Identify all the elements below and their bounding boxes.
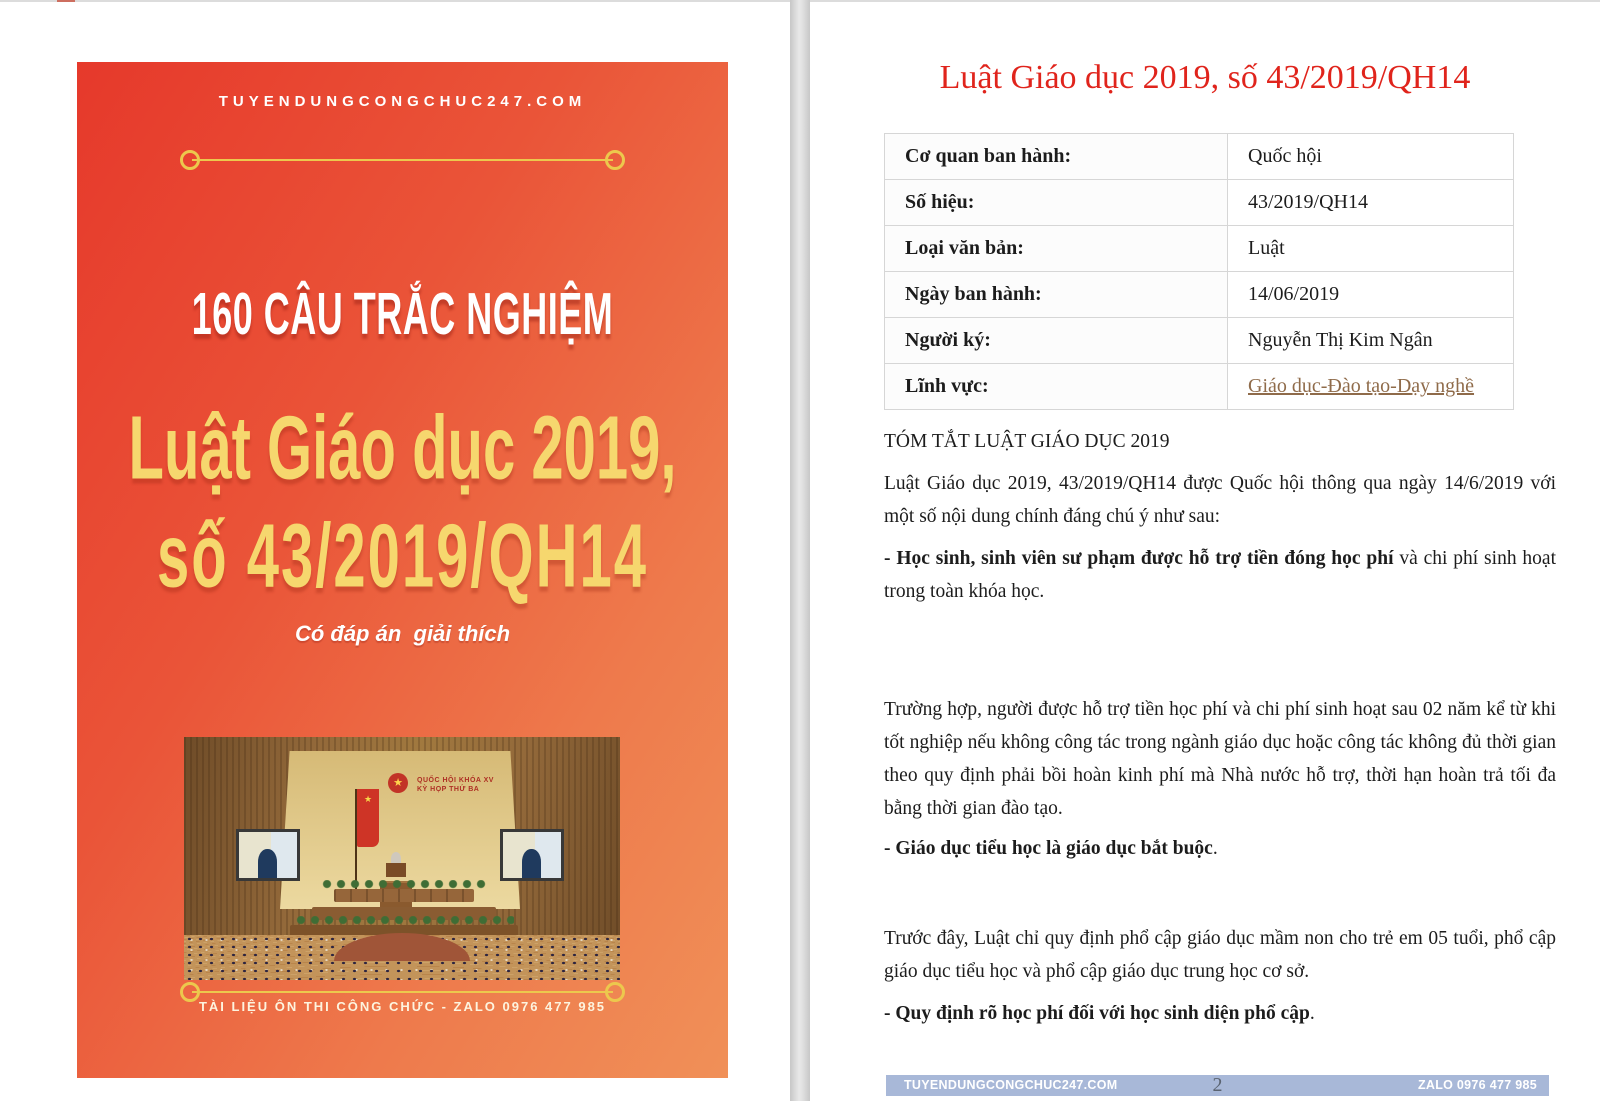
info-row [885, 272, 1514, 318]
body-paragraph: Trước đây, Luật chỉ quy định phổ cập giáo dục mầm non cho trẻ em 05 tuổi, phổ cập giáo dục tiểu học và phổ cập giáo dục trung học cơ sở. [884, 928, 1556, 982]
info-label: Loại văn bản: [885, 226, 1228, 272]
national-emblem-icon [388, 773, 408, 793]
cover-title-line2: số 43/2019/QH14 [156, 506, 649, 607]
plant-row [296, 916, 514, 925]
info-row [885, 180, 1514, 226]
divider-bar [192, 991, 613, 993]
cover-background [77, 62, 728, 1078]
body-paragraph: - Giáo dục tiểu học là giáo dục bắt buộc. [884, 838, 1218, 859]
page-document [810, 2, 1600, 1101]
info-row [885, 226, 1514, 272]
cover-site-text: TUYENDUNGCONGCHUC247.COM [218, 93, 587, 110]
footer-zalo-text: ZALO 0976 477 985 [1417, 1078, 1537, 1092]
vietnam-flag-icon [357, 789, 379, 847]
info-label: Lĩnh vực: [885, 364, 1228, 410]
decorative-divider-top [180, 150, 625, 170]
statue-pedestal [386, 863, 406, 877]
line-end-circle-icon [605, 150, 625, 170]
body-paragraph: - Học sinh, sinh viên sư phạm được hỗ trợ tiền đóng học phí và chi phí sinh hoạt trong toàn khóa học. [884, 548, 1556, 602]
assembly-hall-photo [184, 737, 620, 980]
body-paragraph: Trường hợp, người được hỗ trợ tiền học phí và chi phí sinh hoạt sau 02 năm kể từ khi tốt nghiệp nếu không công tác trong ngành giáo dục hoặc công tác không đủ thời gian theo quy định phải bồi hoàn kinh phí mà Nhà nước hỗ trợ, thời hạn hoàn trả tối đa bằng thời gian đào tạo. [884, 699, 1556, 819]
photo-banner-line1: QUỐC HỘI KHÓA XV [417, 777, 494, 784]
info-value: Luật [1228, 226, 1514, 272]
doc-body [884, 425, 1556, 1030]
footer-bar [886, 1075, 1549, 1096]
body-paragraph: - Quy định rõ học phí đối với học sinh diện phổ cập. [884, 1003, 1315, 1024]
photo-banner-line2: KỲ HỌP THỨ BA [417, 786, 480, 793]
photo-banner-text [417, 776, 507, 794]
projection-screen [236, 829, 300, 881]
info-row [885, 318, 1514, 364]
info-table [884, 133, 1514, 410]
info-label: Người ký: [885, 318, 1228, 364]
info-table-body [885, 134, 1514, 410]
cover-title-line1: Luật Giáo dục 2019, [128, 398, 677, 499]
page-number: 2 [1212, 1074, 1223, 1096]
info-label: Số hiệu: [885, 180, 1228, 226]
info-row [885, 134, 1514, 180]
info-label: Ngày ban hành: [885, 272, 1228, 318]
divider-bar [192, 159, 613, 161]
field-link[interactable]: Giáo dục-Đào tạo-Dạy nghề [1248, 375, 1475, 397]
info-value: 14/06/2019 [1228, 272, 1514, 318]
plant-row [322, 880, 488, 889]
footer-site-text: TUYENDUNGCONGCHUC247.COM [904, 1078, 1118, 1092]
body-paragraph: TÓM TẮT LUẬT GIÁO DỤC 2019 [884, 431, 1170, 452]
cover-heading: 160 CÂU TRẮC NGHIỆM [191, 279, 614, 347]
document-title: Luật Giáo dục 2019, số 43/2019/QH14 [939, 59, 1471, 96]
info-row [885, 364, 1514, 410]
page-cover [0, 2, 790, 1101]
info-value: Quốc hội [1228, 134, 1514, 180]
cover-tagline: Có đáp án giải thích [294, 621, 511, 646]
page-gutter [790, 0, 810, 1101]
projection-screen [500, 829, 564, 881]
info-value: 43/2019/QH14 [1228, 180, 1514, 226]
bench-tier [334, 889, 474, 902]
info-value: Nguyễn Thị Kim Ngân [1228, 318, 1514, 364]
body-paragraph: Luật Giáo dục 2019, 43/2019/QH14 được Quốc hội thông qua ngày 14/6/2019 với một số nội dung chính đáng chú ý như sau: [884, 473, 1556, 527]
cover-footer-text: TÀI LIỆU ÔN THI CÔNG CHỨC - ZALO 0976 477 985 [198, 999, 607, 1014]
info-label: Cơ quan ban hành: [885, 134, 1228, 180]
info-value [1228, 364, 1514, 410]
